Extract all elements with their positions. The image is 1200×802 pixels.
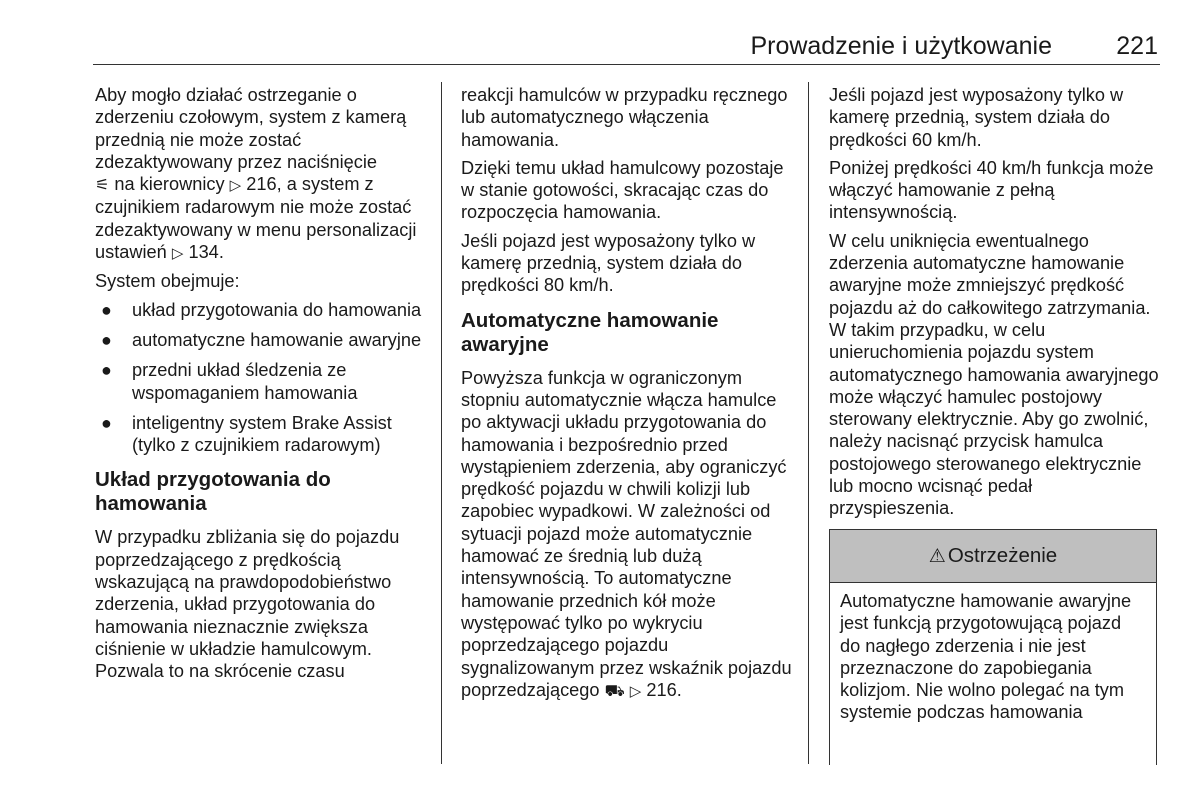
list-item [95,329,435,351]
column-3 [829,84,1159,526]
paragraph: Dzięki temu układ hamulcowy pozostaje w stanie gotowości, skracając czas do rozpoczęcia hamowania. [461,157,784,223]
page-number: 221 [1116,32,1158,60]
bullet-icon: ● [101,299,112,320]
section-heading: Układ przygotowania do hamowania [95,468,331,516]
paragraph [461,367,799,702]
bullet-icon: ● [101,329,112,350]
text: Powyższa funkcja w ograniczonym stopniu automatycznie włącza hamulce po aktywacji układu przygotowania do hamowania i bezpośrednio przed wystąpieniem zderzenia, aby ograniczyć prędkość pojazdu w chwili kolizji lub zapobiec wypadkowi. W zależności od sytuacji pojazd może automatycznie hamować ze średnią lub dużą intensywnością. To automatyczne hamowanie przednich kół może występować tylko po wykryciu poprzedzającego pojazdu sygnalizowanym przez wskaźnik pojazdu poprzedzającego [461,367,792,700]
list-item [95,299,435,321]
text: na kierownicy [109,174,230,195]
page-reference-link[interactable]: 216 [646,679,677,700]
header-rule [93,64,1160,65]
list-item-text: automatyczne hamowanie awaryjne [132,329,422,350]
list-item-text: inteligentny system Brake Assist (tylko z czujnikiem radarowym) [132,412,392,456]
text: . [218,242,224,263]
page-reference-link[interactable]: 134 [188,242,219,263]
warning-triangle-icon: ⚠ [928,545,946,567]
paragraph: W celu uniknięcia ewentualnego zderzenia automatyczne hamowanie awaryjne może zmniejszyć prędkość pojazdu aż do całkowitego zatrzymania. W takim przypadku, w celu unieruchomienia pojazdu system automatycznego hamowania awaryjnego może włączyć hamulec postojowy sterowany elektrycznie. Aby go zwolnić, należy nacisnąć przycisk hamulca postojowego sterowanego elektrycznie lub mocno wcisnąć pedał przyspieszenia. [829,230,1159,519]
paragraph: W przypadku zbliżania się do pojazdu poprzedzającego z prędkością wskazującą na prawdopodobieństwo zderzenia, układ przygotowania do hamowania nieznacznie zwiększa ciśnienie w układzie hamulcowym. Pozwala to na skrócenie czasu [95,527,400,682]
column-1 [95,84,435,689]
paragraph: Jeśli pojazd jest wyposażony tylko w kamerę przednią, system działa do prędkości 80 km/h. [461,230,756,296]
list-item-text: przedni układ śledzenia ze wspomaganiem hamowania [132,360,358,403]
column-2 [461,84,799,708]
warning-text: Automatyczne hamowanie awaryjne jest funkcją przygotowującą pojazd do nagłego zderzenia i nie jest przeznaczone do zapobiegania kolizjom. Nie wolno polegać na tym systemie podczas hamowania [840,591,1132,723]
column-divider-2 [808,82,809,764]
paragraph [95,84,435,264]
column-divider-1 [441,82,442,764]
page-reference-link[interactable]: 216 [246,174,277,195]
paragraph: reakcji hamulców w przypadku ręcznego lub automatycznego włączenia hamowania. [461,85,788,150]
list-item [95,359,435,404]
warning-title: Ostrzeżenie [947,544,1058,567]
bullet-icon: ● [101,360,112,381]
section-heading: Automatyczne hamowanie awaryjne [461,308,719,356]
cross-reference-arrow-icon: ▷ [629,681,642,700]
vehicle-ahead-icon: ⛟ [604,680,625,700]
text: , a system z czujnikiem radarowym nie może zostać zdezaktywowany w menu personalizacji ustawień [95,174,417,263]
paragraph: System obejmuje: [95,271,240,292]
section-title: Prowadzenie i użytkowanie [750,32,1052,60]
system-components-list [95,299,435,457]
warning-header [830,530,1156,583]
text: . [676,679,682,700]
warning-box [829,529,1157,765]
paragraph: Jeśli pojazd jest wyposażony tylko w kamerę przednią, system działa do prędkości 60 km/h. [829,85,1124,150]
cross-reference-arrow-icon: ▷ [229,176,242,195]
list-item [95,412,435,457]
page-header [0,30,1160,66]
paragraph: Poniżej prędkości 40 km/h funkcja może włączyć hamowanie z pełną intensywnością. [829,157,1154,223]
cross-reference-arrow-icon: ▷ [171,244,184,263]
steering-wheel-button-icon: ⚟ [95,175,110,195]
bullet-icon: ● [101,412,112,433]
text: Aby mogło działać ostrzeganie o zderzeniu czołowym, system z kamerą przednią nie może zostać zdezaktywowany przez naciśnięcie [95,85,407,172]
list-item-text: układ przygotowania do hamowania [132,299,422,320]
